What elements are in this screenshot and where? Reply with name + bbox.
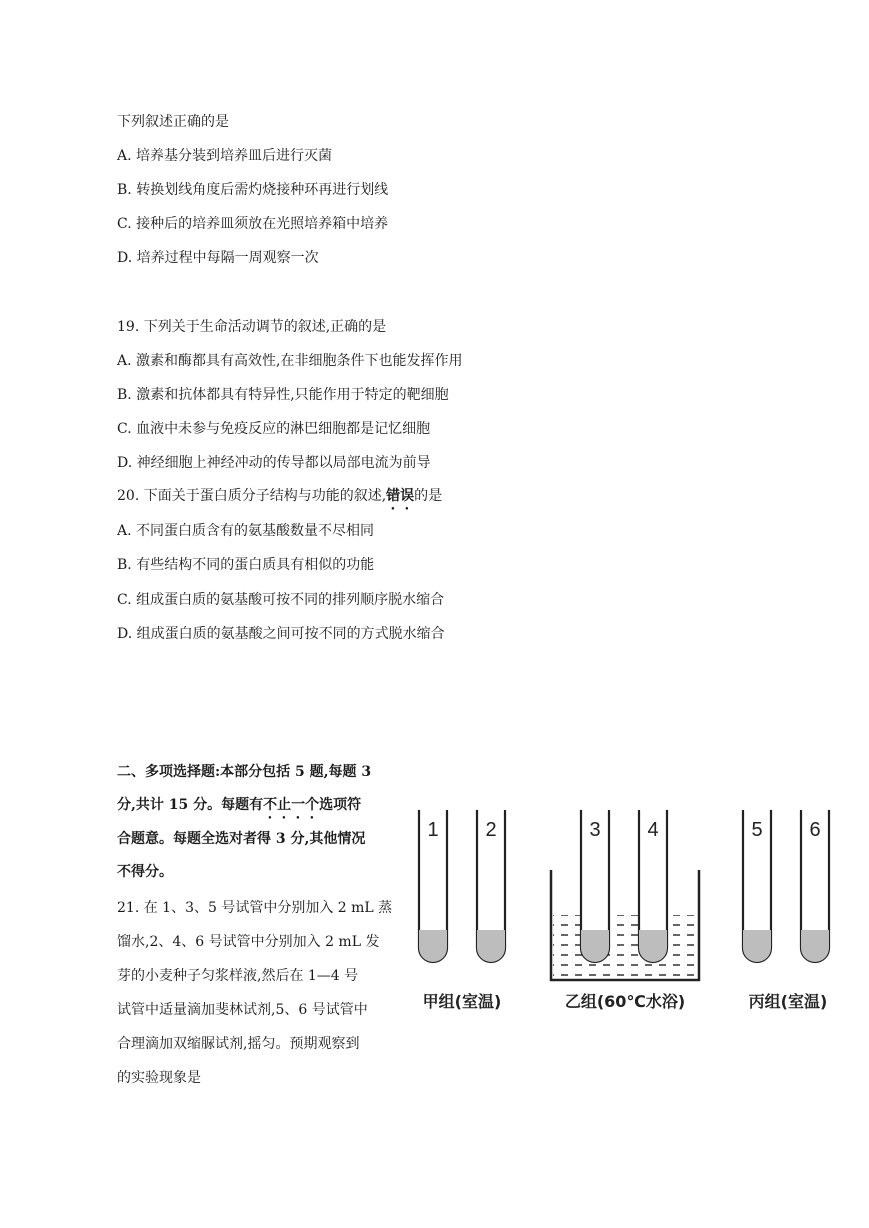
q18-option-d[interactable]: D. 培养过程中每隔一周观察一次 xyxy=(117,250,319,266)
q20-option-c[interactable]: C. 组成蛋白质的氨基酸可按不同的排列顺序脱水缩合 xyxy=(117,592,445,608)
group-label-bing: 丙组(室温) xyxy=(748,992,828,1011)
tube-4-liquid xyxy=(639,930,667,962)
tube-6-liquid xyxy=(801,930,829,962)
q21-line-6: 的实验现象是 xyxy=(117,1070,201,1086)
q19-option-c[interactable]: C. 血液中未参与免疫反应的淋巴细胞都是记忆细胞 xyxy=(117,421,431,437)
section2-emphasis: 不止一个 xyxy=(263,797,320,813)
q21-line-2: 馏水,2、4、6 号试管中分别加入 2 mL 发 xyxy=(117,934,380,950)
test-tube-4 xyxy=(639,810,667,962)
section2-line-3: 合题意。每题全选对者得 3 分,其他情况 xyxy=(117,831,366,847)
tube-5-liquid xyxy=(743,930,771,962)
tube-3-label: 3 xyxy=(589,819,601,841)
q18-option-b[interactable]: B. 转换划线角度后需灼烧接种环再进行划线 xyxy=(117,182,389,198)
test-tube-figure xyxy=(405,800,850,1020)
q18-option-a[interactable]: A. 培养基分装到培养皿后进行灭菌 xyxy=(117,148,333,164)
q21-line-4: 试管中适量滴加斐林试剂,5、6 号试管中 xyxy=(117,1002,368,1018)
q19-option-a[interactable]: A. 激素和酶都具有高效性,在非细胞条件下也能发挥作用 xyxy=(117,353,463,369)
q19-option-b[interactable]: B. 激素和抗体都具有特异性,只能作用于特定的靶细胞 xyxy=(117,387,449,403)
test-tube-2 xyxy=(477,810,505,962)
tube-6-label: 6 xyxy=(809,819,821,841)
tube-4-label: 4 xyxy=(647,819,659,841)
tube-2-liquid xyxy=(477,930,505,962)
group-label-yi: 乙组(60℃水浴) xyxy=(564,992,686,1011)
q20-stem-emphasis: 错误 xyxy=(386,488,415,504)
q20-option-b[interactable]: B. 有些结构不同的蛋白质具有相似的功能 xyxy=(117,557,375,573)
test-tube-6 xyxy=(801,810,829,962)
section2-line-2b: 选项符 xyxy=(319,797,362,813)
water-bath xyxy=(551,870,699,980)
tube-3-liquid xyxy=(581,930,609,962)
tube-1-label: 1 xyxy=(427,819,439,841)
group-label-jia: 甲组(室温) xyxy=(422,992,502,1011)
q20-stem xyxy=(117,486,442,513)
water-surface-hatching xyxy=(553,915,697,978)
tube-2-label: 2 xyxy=(485,819,497,841)
q21-line-3: 芽的小麦种子匀浆样液,然后在 1—4 号 xyxy=(117,968,359,984)
q18-option-c[interactable]: C. 接种后的培养皿须放在光照培养箱中培养 xyxy=(117,216,389,232)
test-tube-1 xyxy=(419,810,447,962)
test-tube-3 xyxy=(581,810,609,962)
q20-stem-before: 20. 下面关于蛋白质分子结构与功能的叙述, xyxy=(117,488,387,504)
section2-line-1: 二、多项选择题:本部分包括 5 题,每题 3 xyxy=(117,764,372,780)
q20-option-d[interactable]: D. 组成蛋白质的氨基酸之间可按不同的方式脱水缩合 xyxy=(117,626,445,642)
q21-line-5: 合理滴加双缩脲试剂,摇匀。预期观察到 xyxy=(117,1036,360,1052)
tube-5-label: 5 xyxy=(751,819,763,841)
section2-line-2 xyxy=(117,795,361,822)
section2-line-4: 不得分。 xyxy=(117,864,173,880)
section2-line-2a: 分,共计 15 分。每题有 xyxy=(117,797,264,813)
tube-1-liquid xyxy=(419,930,447,962)
test-tube-5 xyxy=(743,810,771,962)
q20-stem-after: 的是 xyxy=(414,488,443,504)
q19-stem: 19. 下列关于生命活动调节的叙述,正确的是 xyxy=(117,319,387,335)
q18-stem: 下列叙述正确的是 xyxy=(117,114,229,130)
q20-option-a[interactable]: A. 不同蛋白质含有的氨基酸数量不尽相同 xyxy=(117,523,375,539)
q21-line-1: 21. 在 1、3、5 号试管中分别加入 2 mL 蒸 xyxy=(117,900,393,916)
q19-option-d[interactable]: D. 神经细胞上神经冲动的传导都以局部电流为前导 xyxy=(117,455,431,471)
